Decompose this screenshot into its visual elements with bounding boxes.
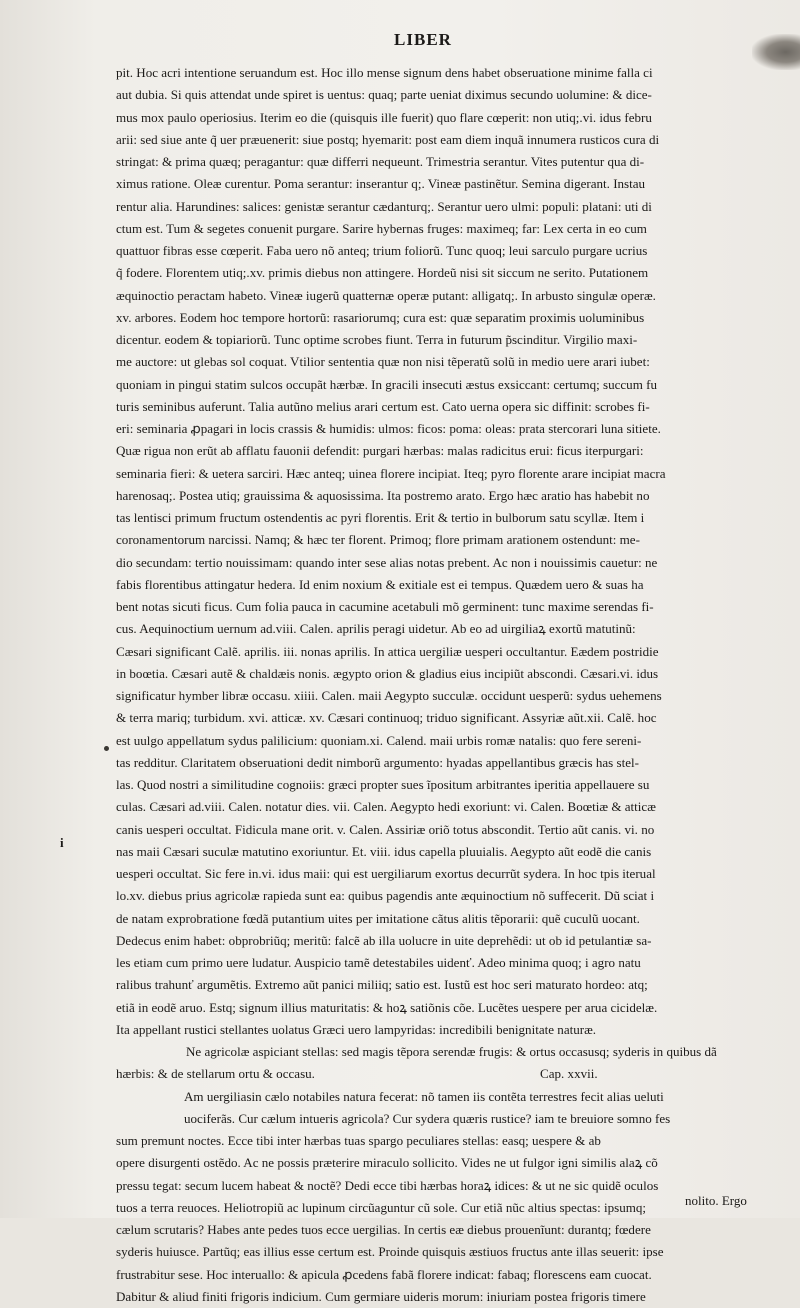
text-line: dicentur. eodem & topiariorũ. Tunc optime scrobes fiunt. Terra in futurum p̃scinditur. Virgilio maxi- — [116, 329, 764, 351]
text-line: significatur hymber libræ occasu. xiiii. Calen. maii Aegypto succulæ. occidunt uesperũ: sydus uehemens — [116, 685, 764, 707]
page-header: LIBER — [0, 30, 800, 50]
text-line: fabis florentibus attingatur hedera. Id enim noxium & exitiale est ei tempus. Quædem uero & suas ha — [116, 574, 764, 596]
text-line: xv. arbores. Eodem hoc tempore hortorũ: rasariorumq; cura est: quæ separatim proximis uoluminibus — [116, 307, 764, 329]
text-line: aut dubia. Si quis attendat unde spiret is uentus: quaq; parte ueniat diximus secundo uolumine: & dice- — [116, 84, 764, 106]
text-line: eri: seminaria ꝓpagari in locis crassis & humidis: ulmos: ficos: poma: oleas: prata stercorari luna sitiete. — [116, 418, 764, 440]
text-line: sum premunt noctes. Ecce tibi inter hærbas tuas spargo peculiares stellas: easq; uespere & ab — [116, 1130, 764, 1152]
text-line: æquinoctio peractam habeto. Vineæ iugerũ quatternæ operæ putant: alligatq;. In arbusto singulæ operæ. — [116, 285, 764, 307]
text-line: pressu tegat: secum lucem habeat & noctẽ? Dedi ecce tibi hærbas horaꝝ idices: & ut ne sic quidẽ oculos — [116, 1175, 764, 1197]
paragraph-3 — [116, 1086, 764, 1308]
text-line: quattuor fibras esse cœperit. Faba uero nõ anteq; trium foliorũ. Tunc quoq; leui sarculo purgare ucrius — [116, 240, 764, 262]
text-line: pit. Hoc acri intentione seruandum est. Hoc illo mense signum dens habet obseruatione minime falla ci — [116, 62, 764, 84]
text-line: uociferãs. Cur cælum intueris agricola? Cur sydera quæris rustice? iam te breuiore somno fes — [116, 1108, 764, 1130]
text-line: stringat: & prima quæq; peragantur: quæ differri nequeunt. Trimestria serantur. Vites putentur qua di- — [116, 151, 764, 173]
drop-cap: i — [60, 835, 64, 851]
text-line: canis uesperi occultat. Fidicula mane orit. v. Calen. Assiriæ oriõ totus abscondit. Tertio aũt canis. vi. no — [116, 819, 764, 841]
body-text — [116, 62, 764, 1308]
paragraph-2-line-2 — [116, 1063, 764, 1085]
text-line: opere disurgenti ostẽdo. Ac ne possis præterire miraculo sollicito. Vides ne ut fulgor igni similis alaꝝ cõ — [116, 1152, 764, 1174]
text-line: de natam exprobratione fœdã putantium uites per imitatione cãtus alitis tẽporarii: quẽ cuculũ uocant. — [116, 908, 764, 930]
catchword: nolito. Ergo — [685, 1193, 747, 1209]
text-line: Am uergiliasin cælo notabiles natura fecerat: nõ tamen iis contẽta terrestres fecit alias ueluti — [116, 1086, 764, 1108]
text-line: dio secundam: tertio nouissimam: quando inter sese alias notas prebent. Ac non i nouissimis cauetur: ne — [116, 552, 764, 574]
text-line: harenosaq;. Postea utiq; grauissima & aquosissima. Ita postremo arato. Ergo hæc aratio has habebit no — [116, 485, 764, 507]
text-line: tuos a terra reuoces. Heliotropiũ ac lupinum circũaguntur cũ sole. Cur etiã nũc altius spectas: ipsumq; — [116, 1197, 764, 1219]
text-line: frustrabitur sese. Hoc interuallo: & apicula ꝓcedens fabã florere indicat: fabaq; florescens eam cuocat. — [116, 1264, 764, 1286]
text-line: cælum scrutaris? Habes ante pedes tuos ecce uergilias. In certis eæ diebus prouenĩunt: durantq; fœdere — [116, 1219, 764, 1241]
text-line: turis seminibus auferunt. Talia autũno melius arari certum est. Cato uerna opera sic diffinit: scrobes fi- — [116, 396, 764, 418]
text-line: coronamentorum narcissi. Namq; & hæc ter florent. Primoq; flore primam arationem ostendunt: me- — [116, 529, 764, 551]
text-line: lo.xv. diebus prius agricolæ rapieda sunt ea: quibus pagendis ante æquinoctium nõ suffecerit. Dũ sciat i — [116, 885, 764, 907]
text-line: cus. Aequinoctium uernum ad.viii. Calen. aprilis peragi uidetur. Ab eo ad uirgiliaꝝ exortũ matutinũ: — [116, 618, 764, 640]
paragraph-2-line: Ne agricolæ aspiciant stellas: sed magis tẽpora serendæ frugis: & ortus occasusq; syderis in quibus dã — [116, 1041, 764, 1063]
paragraph-1 — [116, 62, 764, 1041]
paragraph-2-tail: hærbis: & de stellarum ortu & occasu. — [116, 1066, 315, 1081]
text-line: las. Quod nostri a similitudine cognoiis: græci propter sues ĩpositum arbitrantes iperitia appellauere su — [116, 774, 764, 796]
text-line: q̃ fodere. Florentem utiq;.xv. primis diebus non attingere. Hordeũ nisi sit siccum ne serito. Putationem — [116, 262, 764, 284]
text-line: uesperi occultat. Sic fere in.vi. idus maii: qui est uergiliarum exortus decurrũt sydera. In hoc tpis iterual — [116, 863, 764, 885]
text-line: mus mox paulo operiosius. Iterim eo die (quisquis ille fuerit) quo flare cœperit: non utiq;.vi. idus febru — [116, 107, 764, 129]
text-line: ctum est. Tum & segetes conuenit purgare. Sarire hybernas fruges: maximeq; far: Lex certa in eo cum — [116, 218, 764, 240]
text-line: seminaria fieri: & uetera sarciri. Hæc anteq; uinea florere incipiat. Iteq; pyro florente arare incipiat macra — [116, 463, 764, 485]
text-line: in boœtia. Cæsari autẽ & chaldæis nonis. ægypto orion & gladius eius incipiũt abscondi. Cæsari.vi. idus — [116, 663, 764, 685]
chapter-heading: Cap. xxvii. — [540, 1063, 598, 1085]
text-line: tas lentisci primum fructum ostendentis ac pyri florentis. Erit & tertio in bulborum satu scyllæ. Item i — [116, 507, 764, 529]
text-line: etiã in eodẽ aruo. Estq; signum illius maturitatis: & hoꝝ satiõnis cõe. Lucẽtes uespere per arua cicidelæ. — [116, 997, 764, 1019]
text-line: les etiam cum primo uere ludatur. Auspicio tamẽ detestabiles uidenť. Adeo minima quoq; i agro natu — [116, 952, 764, 974]
text-line: rentur alia. Harundines: salices: genistæ serantur cædanturq;. Serantur uero ulmi: populi: platani: uti di — [116, 196, 764, 218]
text-line: me auctore: ut glebas sol coquat. Vtilior sententia quæ non nisi tẽperatũ solũ in medio uere arari iubet: — [116, 351, 764, 373]
text-line: Cæsari significant Calẽ. aprilis. iii. nonas aprilis. In attica uergiliæ uesperi occultantur. Eædem postridie — [116, 641, 764, 663]
text-line: bent notas sicuti ficus. Cum folia pauca in cacumine acetabuli mõ germinent: tunc maxime serendas fi- — [116, 596, 764, 618]
text-line: Quæ rigua non erũt ab afflatu fauonii defendit: purgari hærbas: malas radicitus erui: ficus iterpurgari: — [116, 440, 764, 462]
text-line: syderis huiusce. Partũq; eas illius esse certum est. Proinde quisquis æstiuos fructus ante illas seuerit: ipse — [116, 1241, 764, 1263]
text-line: & terra mariq; turbidum. xvi. atticæ. xv. Cæsari continuoq; triduo significant. Assyriæ aũt.xii. Calẽ. hoc — [116, 707, 764, 729]
text-line: Ita appellant rustici stellantes uolatus Græci uero lampyridas: incredibili benignitate naturæ. — [116, 1019, 764, 1041]
text-line: arii: sed siue ante q̃ uer præuenerit: siue postq; hyemarit: post eam diem inquã innumera rusticos cura di — [116, 129, 764, 151]
text-line: est uulgo appellatum sydus palilicium: quoniam.xi. Calend. maii urbis romæ natalis: quo fere sereni- — [116, 730, 764, 752]
text-line: Dabitur & aliud finiti frigoris indicium. Cum germiare uideris morum: iniuriam postea frigoris timere — [116, 1286, 764, 1308]
text-line: ximus ratione. Oleæ curentur. Poma serantur: inserantur q;. Vineæ pastinẽtur. Semina digerant. Instau — [116, 173, 764, 195]
text-line: quoniam in pingui statim sulcos occupãt hærbæ. In gracili insecuti æstus exsiccant: certumq; succum fu — [116, 374, 764, 396]
text-line: culas. Cæsari ad.viii. Calen. notatur dies. vii. Calen. Aegypto hedi exoriunt: vi. Calen. Boœtiæ & atticæ — [116, 796, 764, 818]
text-line: tas redditur. Claritatem obseruationi dedit nimborũ argumento: hyadas appellantibus græcis has stel- — [116, 752, 764, 774]
text-line: nas maii Cæsari suculæ matutino exoriuntur. Et. viii. idus capella pluuialis. Aegypto aũt eodẽ die canis — [116, 841, 764, 863]
ink-dot — [104, 746, 109, 751]
text-line: Dedecus enim habet: obprobriũq; meritũ: falcẽ ab illa uolucre in uite deprehẽdi: ut ob id petulantiæ sa- — [116, 930, 764, 952]
text-line: ralibus trahunť argumẽtis. Extremo aũt panici miliiq; satio est. Iustũ est hoc seri maturato hordeo: atq; — [116, 974, 764, 996]
